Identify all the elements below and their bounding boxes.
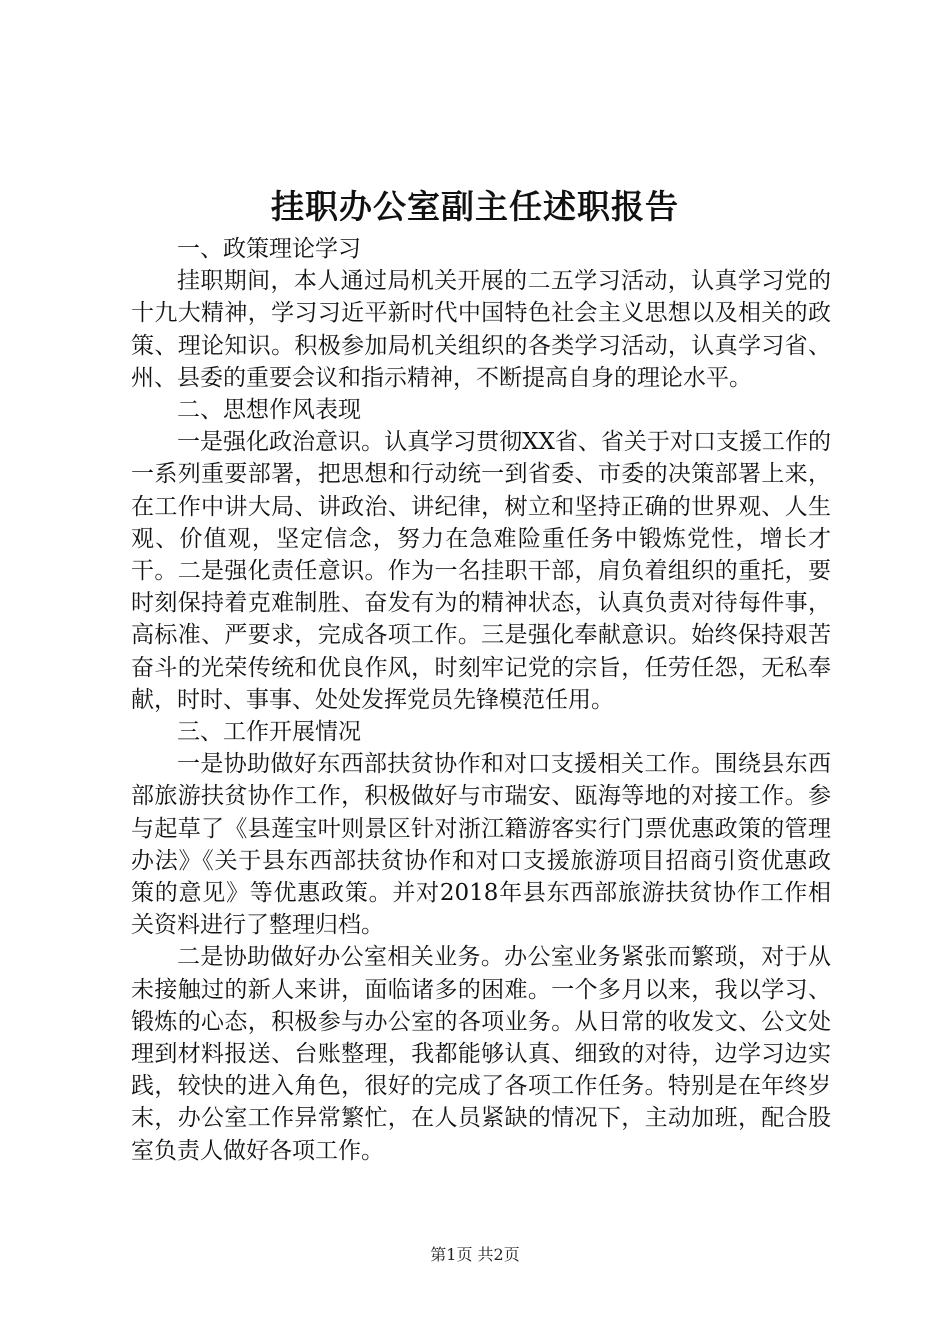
section-heading-work: 三、工作开展情况 <box>177 719 361 746</box>
document-body <box>131 233 831 1167</box>
section-heading-conduct: 二、思想作风表现 <box>177 397 361 424</box>
page-footer <box>0 1244 950 1266</box>
page-number: 第1页 共2页 <box>430 1245 520 1264</box>
document-title: 挂职办公室副主任述职报告 <box>271 187 679 226</box>
paragraph-work-poverty: 一是协助做好东西部扶贫协作和对口支援相关工作。围绕县东西部旅游扶贫协作工作，积极做好与市瑞安、瓯海等地的对接工作。参与起草了《县莲宝叶则景区针对浙江籍游客实行门票优惠政策的管理办法》《关于县东西部扶贫协作和对口支援旅游项目招商引资优惠政策的意见》等优惠政策。并对2018年县东西部旅游扶贫协作工作相关资料进行了整理归档。 <box>131 751 831 939</box>
section-heading-policy-study: 一、政策理论学习 <box>177 236 361 262</box>
paragraph-work-office: 二是协助做好办公室相关业务。办公室业务紧张而繁琐，对于从未接触过的新人来讲，面临诸多的困难。一个多月以来，我以学习、锻炼的心态，积极参与办公室的各项业务。从日常的收发文、公文处理到材料报送、台账整理，我都能够认真、细致的对待，边学习边实践，较快的进入角色，很好的完成了各项工作任务。特别是在年终岁末，办公室工作异常繁忙，在人员紧缺的情况下，主动加班，配合股室负责人做好各项工作。 <box>131 944 831 1164</box>
paragraph-conduct: 一是强化政治意识。认真学习贯彻XX省、省关于对口支援工作的一系列重要部署，把思想和行动统一到省委、市委的决策部署上来，在工作中讲大局、讲政治、讲纪律，树立和坚持正确的世界观、人生观、价值观，坚定信念，努力在急难险重任务中锻炼党性，增长才干。二是强化责任意识。作为一名挂职干部，肩负着组织的重托，要时刻保持着克难制胜、奋发有为的精神状态，认真负责对待每件事，高标准、严要求，完成各项工作。三是强化奉献意识。始终保持艰苦奋斗的光荣传统和优良作风，时刻牢记党的宗旨，任劳任怨，无私奉献，时时、事事、处处发挥党员先锋模范任用。 <box>131 429 831 713</box>
paragraph-policy-study: 挂职期间，本人通过局机关开展的二五学习活动，认真学习党的十九大精神，学习习近平新时代中国特色社会主义思想以及相关的政策、理论知识。积极参加局机关组织的各类学习活动，认真学习省、州、县委的重要会议和指示精神，不断提高自身的理论水平。 <box>131 268 831 391</box>
